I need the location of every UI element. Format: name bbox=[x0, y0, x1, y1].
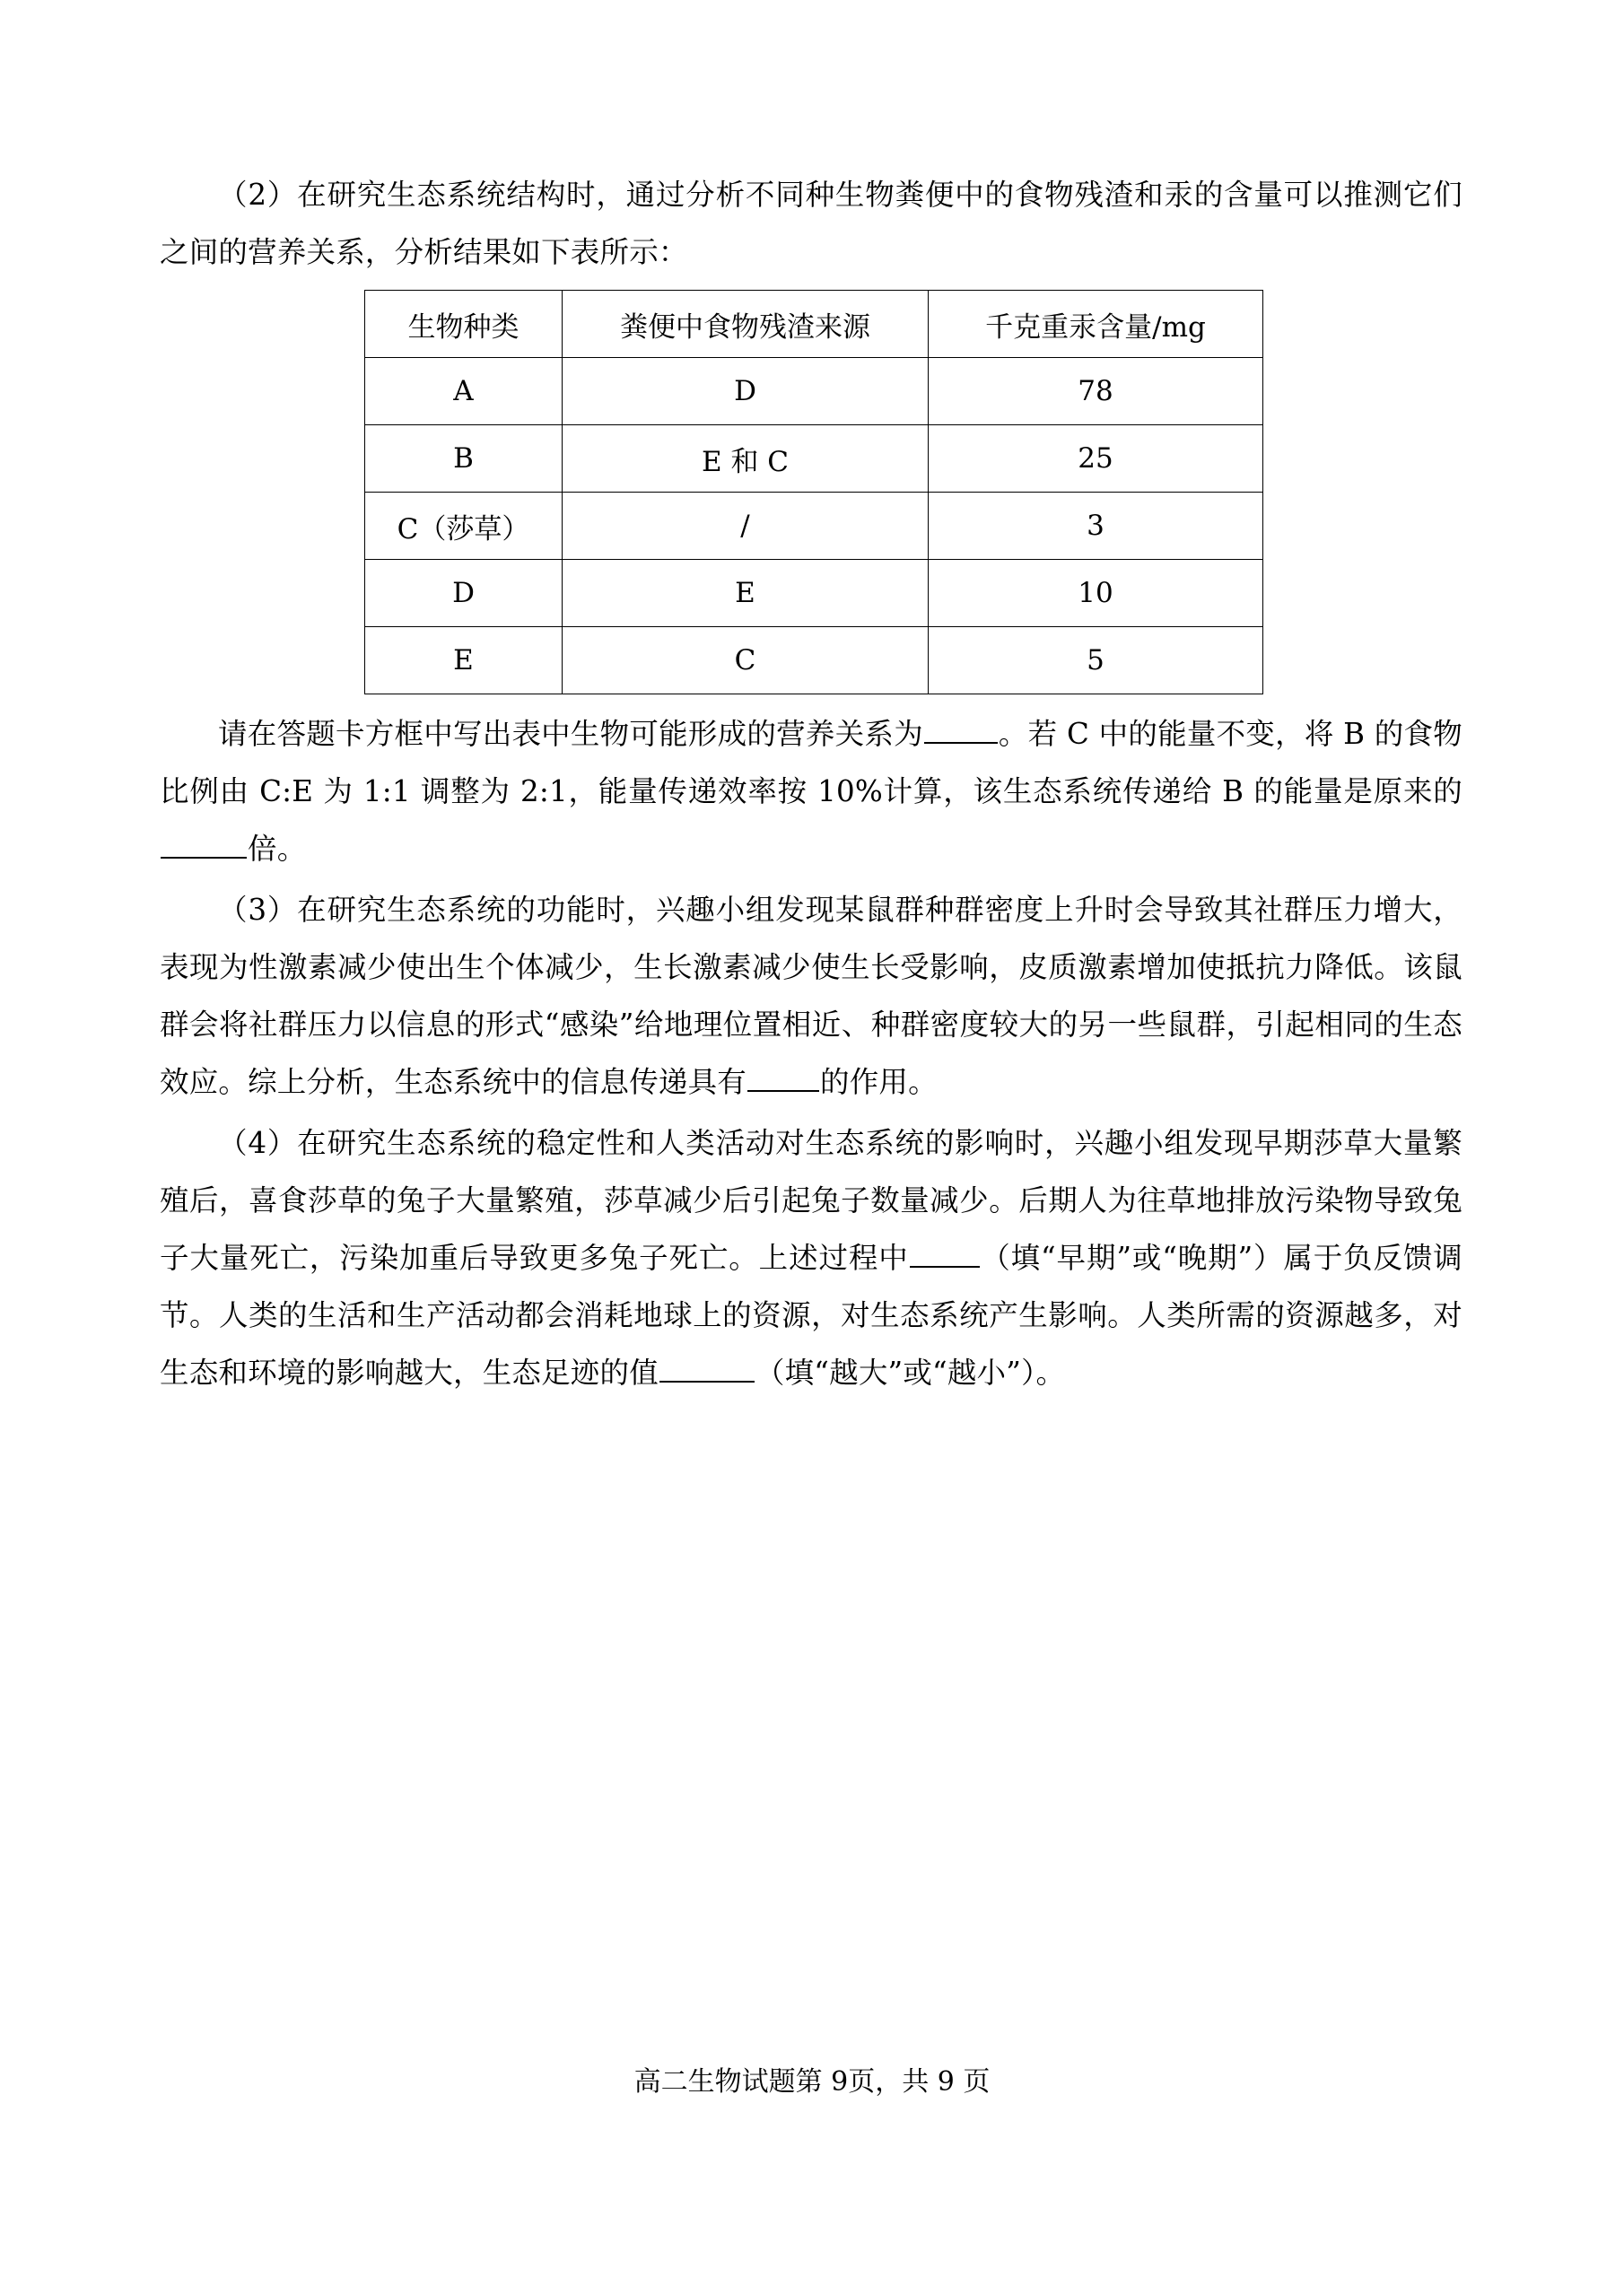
page-footer: 高二生物试题第 9页，共 9 页 bbox=[633, 2066, 991, 2098]
table-header-row bbox=[365, 291, 1263, 358]
answer-blank[interactable] bbox=[910, 1239, 980, 1268]
question-4-text-a: （4）在研究生态系统的稳定性和人类活动对生态系统的影响时，兴趣小组发现早期莎草大量繁殖后，喜食莎草的兔子大量繁殖，莎草减少后引起兔子数量减少。后期人为往草地排放污染物导致兔子大量死亡，污染加重后导致更多兔子死亡。上述过程中 bbox=[160, 1126, 1462, 1275]
answer-blank[interactable] bbox=[747, 1063, 819, 1092]
table-row bbox=[365, 627, 1263, 694]
table-row bbox=[365, 493, 1263, 560]
table-cell-mercury: 78 bbox=[929, 358, 1263, 425]
question-2-text-c: 倍。 bbox=[248, 832, 307, 866]
page-content bbox=[160, 166, 1462, 1401]
table-cell-species: D bbox=[365, 560, 563, 627]
table-cell-mercury: 10 bbox=[929, 560, 1263, 627]
question-4-text-c: （填“越大”或“越小”）。 bbox=[755, 1356, 1066, 1390]
table-cell-residue-source: C bbox=[563, 627, 929, 694]
question-4-text-b: （填“早期”或“晚期”）属于负反馈调节。人类的生活和生产活动都会消耗地球上的资源，对生态系统产生影响。人类所需的资源越多，对生态和环境的影响越大，生态足迹的值 bbox=[160, 1241, 1462, 1390]
table-header-cell-mercury: 千克重汞含量/mg bbox=[929, 291, 1263, 358]
table-header-cell-species: 生物种类 bbox=[365, 291, 563, 358]
table-cell-mercury: 25 bbox=[929, 425, 1263, 493]
table-cell-residue-source: D bbox=[563, 358, 929, 425]
table-cell-mercury: 5 bbox=[929, 627, 1263, 694]
table-container bbox=[160, 290, 1462, 694]
biology-data-table bbox=[364, 290, 1263, 694]
question-2-intro: （2）在研究生态系统结构时，通过分析不同种生物粪便中的食物残渣和汞的含量可以推测它们之间的营养关系，分析结果如下表所示： bbox=[160, 178, 1462, 269]
table-header-cell-residue-source: 粪便中食物残渣来源 bbox=[563, 291, 929, 358]
answer-blank[interactable] bbox=[659, 1354, 755, 1383]
table-cell-residue-source: E bbox=[563, 560, 929, 627]
table-row bbox=[365, 560, 1263, 627]
question-3-text-a: （3）在研究生态系统的功能时，兴趣小组发现某鼠群种群密度上升时会导致其社群压力增大，表现为性激素减少使出生个体减少，生长激素减少使生长受影响，皮质激素增加使抵抗力降低。该鼠群会将社群压力以信息的形式“感染”给地理位置相近、种群密度较大的另一些鼠群，引起相同的生态效应。综上分析，生态系统中的信息传递具有 bbox=[160, 893, 1462, 1099]
table-cell-species: B bbox=[365, 425, 563, 493]
table-cell-residue-source: / bbox=[563, 493, 929, 560]
table-row bbox=[365, 358, 1263, 425]
answer-blank[interactable] bbox=[161, 830, 247, 859]
question-2-text-a: 请在答题卡方框中写出表中生物可能形成的营养关系为 bbox=[218, 717, 923, 751]
question-2-continuation bbox=[160, 705, 1462, 877]
table-row bbox=[365, 425, 1263, 493]
table-cell-residue-source: E 和 C bbox=[563, 425, 929, 493]
table-cell-species: A bbox=[365, 358, 563, 425]
question-3 bbox=[160, 881, 1462, 1111]
table-cell-species: E bbox=[365, 627, 563, 694]
table-cell-mercury: 3 bbox=[929, 493, 1263, 560]
answer-blank[interactable] bbox=[924, 715, 998, 744]
question-3-text-b: 的作用。 bbox=[820, 1065, 938, 1099]
table-cell-species: C（莎草） bbox=[365, 493, 563, 560]
question-4 bbox=[160, 1114, 1462, 1401]
question-2-text-b: 。若 C 中的能量不变，将 B 的食物比例由 C:E 为 1:1 调整为 2:1，能量传递效率按 10%计算，该生态系统传递给 B 的能量是原来的 bbox=[160, 717, 1463, 808]
